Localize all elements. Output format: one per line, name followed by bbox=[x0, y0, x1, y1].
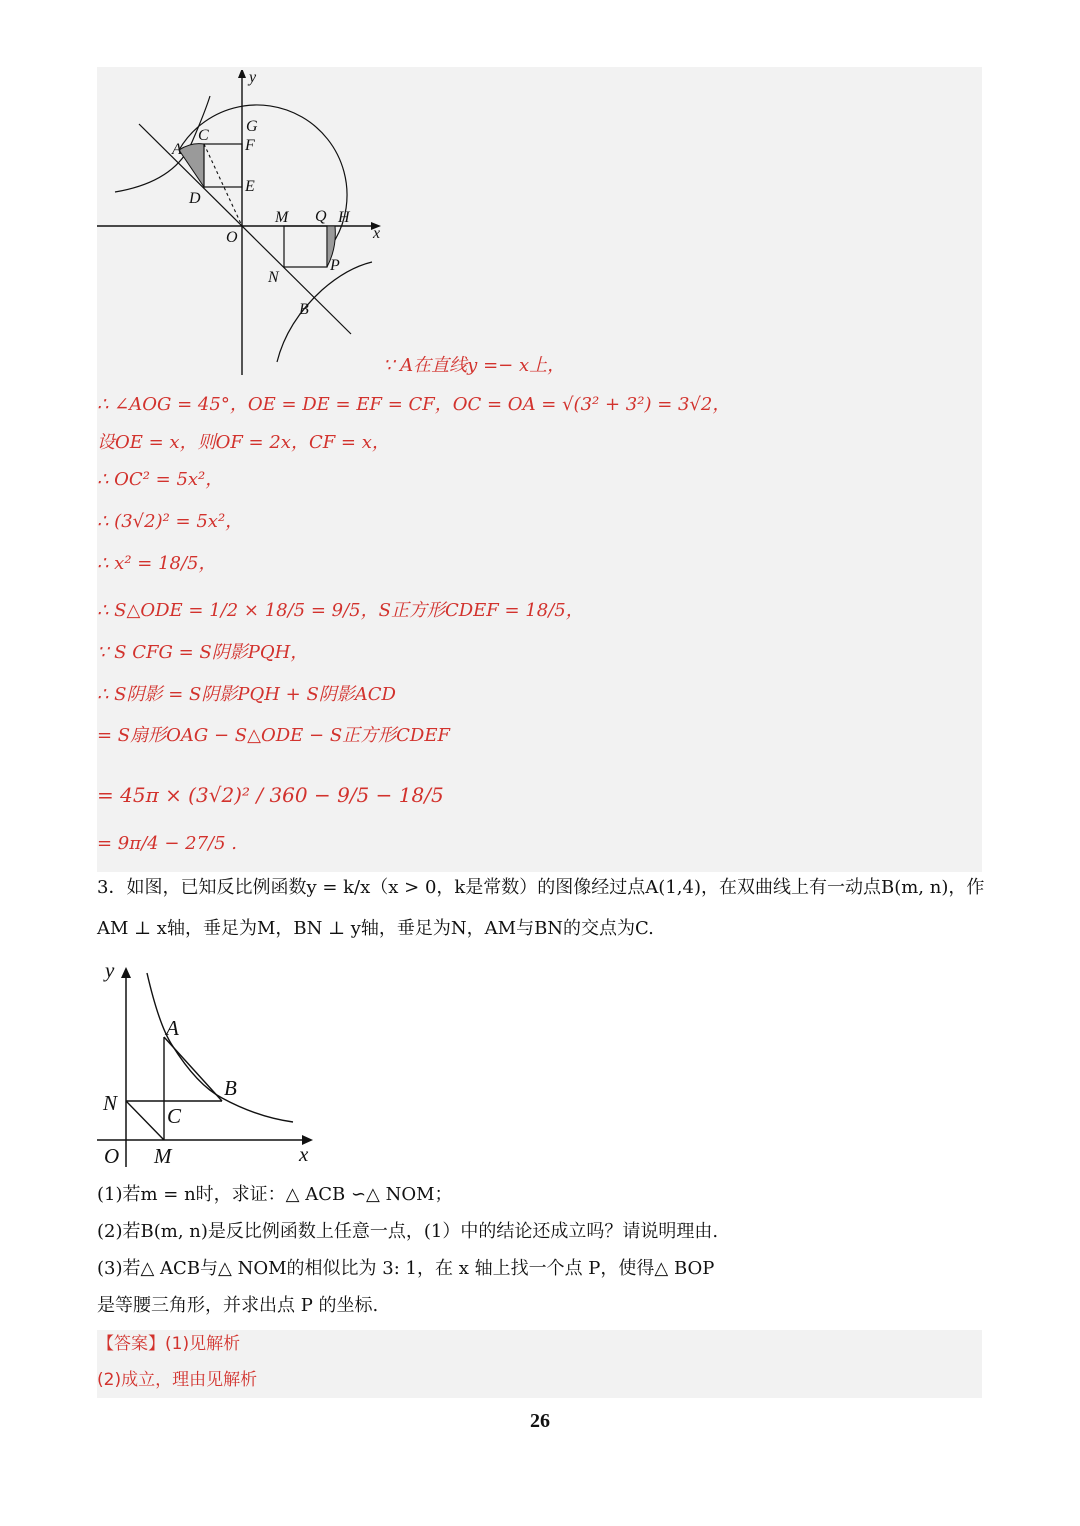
answer-line-2: (2)成立，理由见解析 bbox=[97, 1370, 258, 1390]
subquestion-1: (1)若m = n时，求证：△ ACB ∽△ NOM； bbox=[97, 1184, 453, 1205]
fig1-label-N: N bbox=[268, 269, 279, 286]
fig1-label-M: M bbox=[275, 209, 289, 226]
fig1-label-A: A bbox=[172, 141, 182, 158]
page-number: 26 bbox=[530, 1410, 550, 1432]
step-5: ∴ (3√2)² = 5x²， bbox=[97, 511, 244, 532]
step-11: = 45π × (3√2)² / 360 − 9/5 − 18/5 bbox=[97, 783, 444, 807]
question-line-1: 3．如图，已知反比例函数y = k/x（x > 0，k是常数）的图像经过点A(1,4)，在双曲线上有一动点B(m, n)，作 bbox=[97, 877, 985, 898]
step-2: ∴ ∠AOG = 45°，OE = DE = EF = CF，OC = OA = √(3² + 3²) = 3√2， bbox=[97, 394, 731, 415]
step-3: 设OE = x，则OF = 2x，CF = x， bbox=[97, 432, 390, 453]
subquestion-3-cont: 是等腰三角形，并求出点 P 的坐标. bbox=[97, 1295, 379, 1316]
fig1-label-D: D bbox=[189, 190, 201, 207]
step-10: = S扇形OAG − S△ODE − S正方形CDEF bbox=[97, 725, 450, 746]
answer-line-1: 【答案】(1)见解析 bbox=[97, 1334, 241, 1354]
figure-2-hyperbola bbox=[97, 955, 327, 1170]
step-8: ∵ S CFG = S阴影PQH， bbox=[97, 642, 309, 663]
figure-1-geometry bbox=[97, 70, 397, 380]
fig2-label-M: M bbox=[154, 1144, 172, 1168]
fig1-label-G: G bbox=[246, 118, 258, 135]
question-line-2: AM ⊥ x轴，垂足为M，BN ⊥ y轴，垂足为N，AM与BN的交点为C. bbox=[97, 918, 654, 939]
fig1-label-B: B bbox=[299, 301, 309, 318]
fig1-label-H: H bbox=[338, 209, 350, 226]
fig1-label-P: P bbox=[330, 257, 340, 274]
step-1: ∵ A在直线y =− x上， bbox=[383, 355, 566, 376]
fig2-label-O: O bbox=[104, 1144, 120, 1168]
subquestion-3: (3)若△ ACB与△ NOM的相似比为 3: 1，在 x 轴上找一个点 P，使得△ BOP bbox=[97, 1258, 715, 1279]
fig1-label-Q: Q bbox=[315, 208, 327, 225]
fig2-label-C: C bbox=[167, 1104, 182, 1128]
fig2-label-A: A bbox=[166, 1016, 179, 1040]
step-9: ∴ S阴影 = S阴影PQH + S阴影ACD bbox=[97, 684, 396, 705]
fig1-label-E: E bbox=[245, 178, 255, 195]
fig2-label-N: N bbox=[103, 1091, 118, 1115]
fig1-label-x: x bbox=[373, 225, 381, 242]
fig2-label-x: x bbox=[299, 1142, 309, 1166]
fig1-label-F: F bbox=[245, 137, 255, 154]
fig1-label-y: y bbox=[249, 70, 257, 86]
fig2-label-B: B bbox=[224, 1076, 237, 1100]
step-6: ∴ x² = 18/5， bbox=[97, 553, 217, 574]
fig1-label-C: C bbox=[198, 127, 209, 144]
step-12: = 9π/4 − 27/5 . bbox=[97, 833, 237, 854]
fig1-label-O: O bbox=[226, 229, 238, 246]
step-7: ∴ S△ODE = 1/2 × 18/5 = 9/5，S正方形CDEF = 18/5， bbox=[97, 600, 584, 621]
fig2-label-y: y bbox=[105, 958, 115, 982]
subquestion-2: (2)若B(m, n)是反比例函数上任意一点，(1）中的结论还成立吗？请说明理由. bbox=[97, 1221, 719, 1242]
step-4: ∴ OC² = 5x²， bbox=[97, 469, 224, 490]
